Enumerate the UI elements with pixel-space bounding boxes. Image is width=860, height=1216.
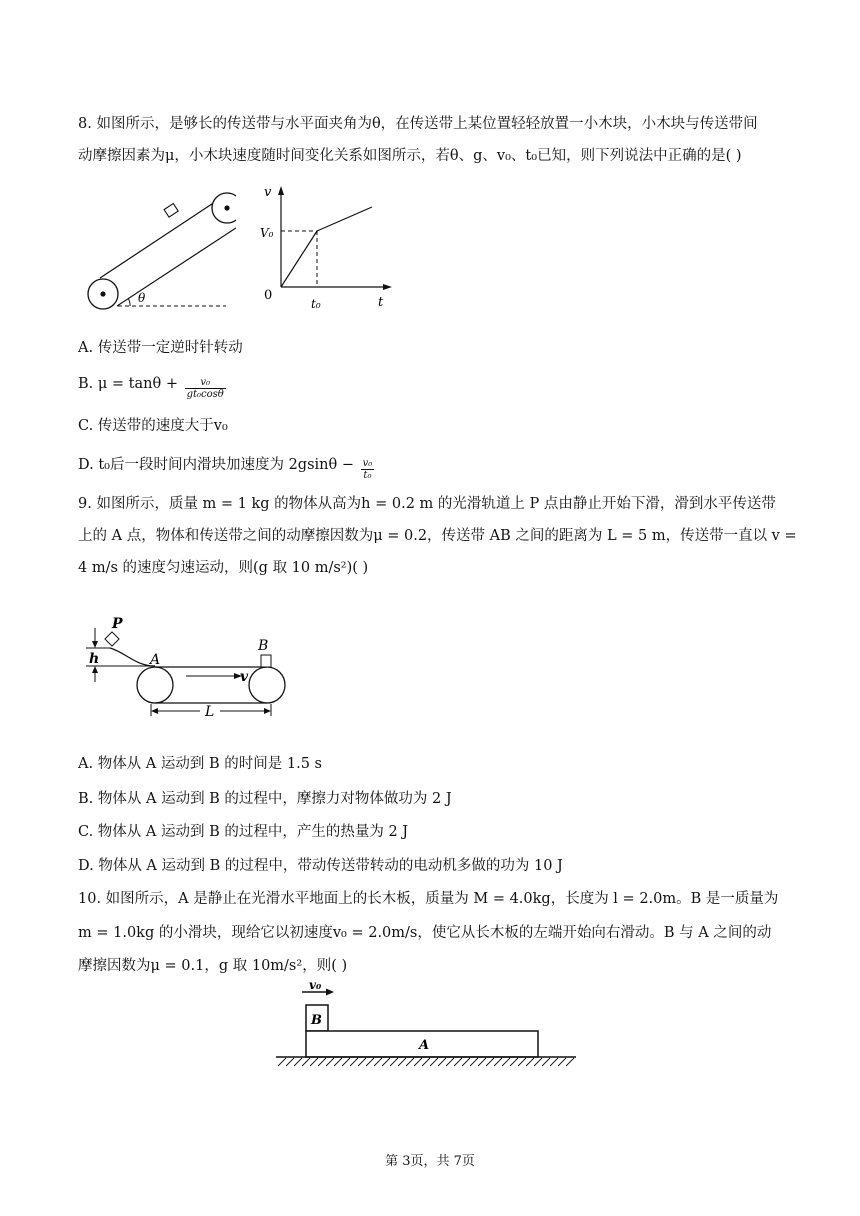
height-h-label: h <box>89 651 100 667</box>
origin-label: 0 <box>264 288 273 303</box>
q8-option-b <box>78 374 228 400</box>
q8-stem-line1: 8. 如图所示，是够长的传送带与水平面夹角为θ，在传送带上某位置轻轻放置一小木块，小木块与传送带间 <box>78 116 758 132</box>
q8-vt-graph <box>256 182 396 314</box>
q9-stem-line1: 9. 如图所示，质量 m = 1 kg 的物体从高为h = 0.2 m 的光滑轨道上 P 点由静止开始下滑，滑到水平传送带 <box>78 496 776 512</box>
q9-stem-line3: 4 m/s 的速度匀速运动，则(g 取 10 m/s²)( ) <box>78 560 369 576</box>
v0-label: v₀ <box>309 982 322 992</box>
q10-stem-line2: m = 1.0kg 的小滑块，现给它以初速度v₀ = 2.0m/s，使它从长木板的左端开始向右滑动。B 与 A 之间的动 <box>78 925 772 941</box>
q10-stem-line1: 10. 如图所示，A 是静止在光滑水平地面上的长木板，质量为 M = 4.0kg，长度为 l = 2.0m。B 是一质量为 <box>78 891 779 907</box>
v0-tick-label: V₀ <box>260 226 274 240</box>
q8-option-d <box>78 455 376 481</box>
fraction-numerator: v₀ <box>362 458 373 469</box>
q8-option-c: C. 传送带的速度大于v₀ <box>78 418 228 434</box>
q10-stem-line3: 摩擦因数为μ = 0.1，g 取 10m/s²，则( ) <box>78 958 348 974</box>
q8-option-b-fraction <box>185 377 226 400</box>
q9-conveyor-figure <box>80 612 290 722</box>
q9-option-c: C. 物体从 A 运动到 B 的过程中，产生的热量为 2 J <box>78 824 409 840</box>
q8-option-d-fraction <box>361 458 375 481</box>
q8-stem-line2: 动摩擦因素为μ，小木块速度随时间变化关系如图所示，若θ、g、v₀、t₀已知，则下列说法中正确的是( ) <box>78 148 742 164</box>
theta-label: θ <box>138 291 146 305</box>
q8-option-a: A. 传送带一定逆时针转动 <box>78 340 243 356</box>
q9-option-b: B. 物体从 A 运动到 B 的过程中，摩擦力对物体做功为 2 J <box>78 791 452 807</box>
board-a-label: A <box>419 1038 430 1053</box>
q9-option-a: A. 物体从 A 运动到 B 的时间是 1.5 s <box>78 756 322 772</box>
q9-option-d: D. 物体从 A 运动到 B 的过程中，带动传送带转动的电动机多做的功为 10 J <box>78 858 563 874</box>
point-b-label: B <box>258 638 269 654</box>
q8-option-d-text: D. t₀后一段时间内滑块加速度为 2gsinθ − <box>78 457 354 473</box>
page-footer: 第 3页，共 7页 <box>385 1154 475 1169</box>
t0-tick-label: t₀ <box>311 297 321 311</box>
fraction-denominator: gt₀cosθ <box>186 389 224 400</box>
fraction-numerator: v₀ <box>185 377 226 389</box>
q8-conveyor-figure <box>86 184 236 314</box>
t-axis-label: t <box>378 295 384 310</box>
q9-stem-line2: 上的 A 点，物体和传送带之间的动摩擦因数为μ = 0.2，传送带 AB 之间的距离为 L = 5 m，传送带一直以 v = <box>78 528 797 544</box>
v-axis-label: v <box>264 185 272 200</box>
velocity-v-label: v <box>240 669 249 685</box>
length-l-label: L <box>205 704 215 720</box>
q10-board-figure <box>276 982 576 1072</box>
fraction-denominator: t₀ <box>363 470 372 481</box>
point-a-label: A <box>150 652 161 668</box>
block-b-label: B <box>311 1013 322 1028</box>
point-p-label: P <box>112 616 123 632</box>
q8-option-b-text: B. μ = tanθ + <box>78 376 178 392</box>
